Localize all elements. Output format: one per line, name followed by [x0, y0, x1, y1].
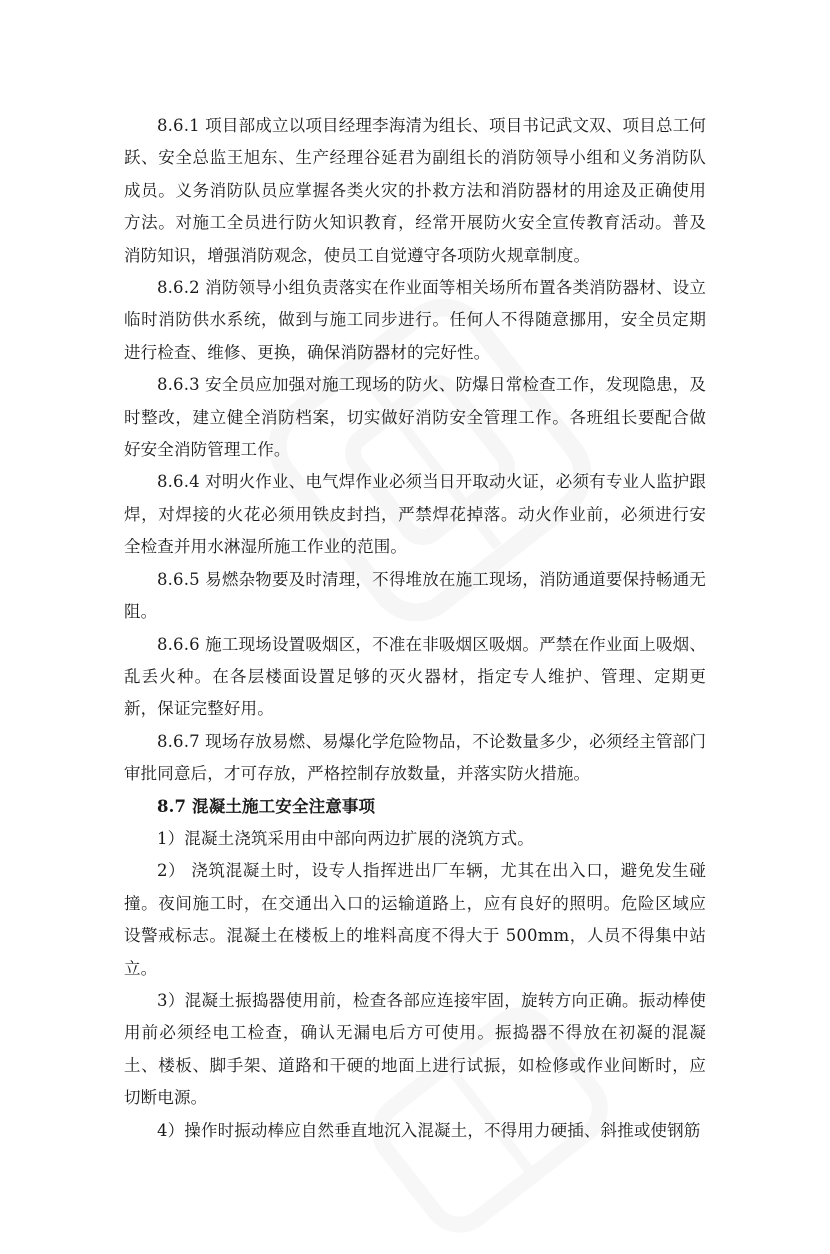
list-item-1: 1）混凝土浇筑采用由中部向两边扩展的浇筑方式。 [157, 828, 534, 848]
paragraph-8-6-1: 8.6.1 项目部成立以项目经理李海清为组长、项目书记武文双、项目总工何跃、安全总监王旭东、生产经理谷延君为副组长的消防领导小组和义务消防队成员。义务消防队员应掌握各类火灾的扑救方法和消防器材的用途及正确使用方法。对施工全员进行防火知识教育，经常开展防火安全宣传教育活动。普及消防知识，增强消防观念，使员工自觉遵守各项防火规章制度。 [124, 116, 706, 265]
paragraph-8-6-5: 8.6.5 易燃杂物要及时清理，不得堆放在施工现场，消防通道要保持畅通无阻。 [124, 569, 706, 622]
paragraph-8-6-4: 8.6.4 对明火作业、电气焊作业必须当日开取动火证，必须有专业人监护跟焊，对焊接的火花必须用铁皮封挡，严禁焊花掉落。动火作业前，必须进行安全检查并用水淋湿所施工作业的范围。 [124, 472, 706, 557]
paragraph-8-6-3: 8.6.3 安全员应加强对施工现场的防火、防爆日常检查工作，发现隐患，及时整改，建立健全消防档案，切实做好消防安全管理工作。各班组长要配合做好安全消防管理工作。 [124, 375, 706, 460]
paragraph-8-6-2: 8.6.2 消防领导小组负责落实在作业面等相关场所布置各类消防器材、设立临时消防供水系统，做到与施工同步进行。任何人不得随意挪用，安全员定期进行检查、维修、更换，确保消防器材的完好性。 [124, 278, 706, 362]
paragraph-8-6-6: 8.6.6 施工现场设置吸烟区，不准在非吸烟区吸烟。严禁在作业面上吸烟、乱丢火种。在各层楼面设置足够的灭火器材，指定专人维护、管理、定期更新，保证完整好用。 [124, 634, 706, 719]
list-item-2: 2） 浇筑混凝土时，设专人指挥进出厂车辆，尤其在出入口，避免发生碰撞。夜间施工时，在交通出入口的运输道路上，应有良好的照明。危险区域应设警戒标志。混凝土在楼板上的堆料高度不得大于 500mm，人员不得集中站立。 [124, 861, 706, 978]
list-item-3: 3）混凝土振捣器使用前，检查各部应连接牢固，旋转方向正确。振动棒使用前必须经电工检查，确认无漏电后方可使用。振捣器不得放在初凝的混凝土、楼板、脚手架、道路和干硬的地面上进行试振，如检修或作业间断时，应切断电源。 [124, 990, 706, 1108]
section-heading-8-7: 8.7 混凝土施工安全注意事项 [157, 796, 376, 816]
document-body [124, 110, 706, 1147]
list-item-4: 4）操作时振动棒应自然垂直地沉入混凝土，不得用力硬插、斜推或使钢筋 [157, 1120, 701, 1140]
paragraph-8-6-7: 8.6.7 现场存放易燃、易爆化学危险物品，不论数量多少，必须经主管部门审批同意后，才可存放，严格控制存放数量，并落实防火措施。 [124, 731, 706, 784]
